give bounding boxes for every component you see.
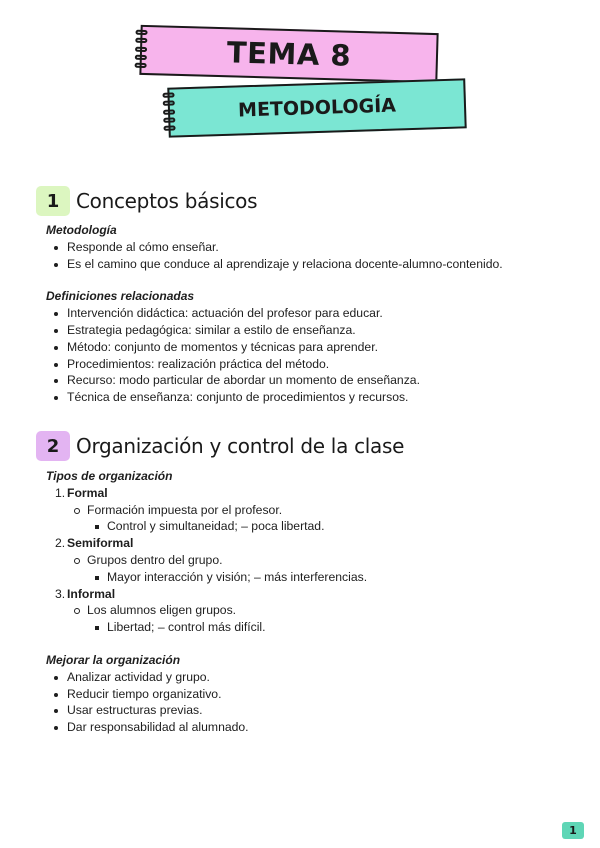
title-banner — [139, 25, 438, 83]
spiral-binding-icon — [162, 92, 177, 130]
section-title: Organización y control de la clase — [76, 434, 405, 458]
item-number: 1. — [55, 485, 66, 500]
group-heading: Metodología — [46, 223, 117, 237]
page-subtitle: METODOLOGÍA — [237, 94, 397, 122]
bullet-list — [46, 239, 503, 273]
list-item: Técnica de enseñanza: conjunto de procedimientos y recursos. — [46, 389, 503, 406]
numbered-list — [46, 485, 367, 636]
section-2-heading — [36, 431, 404, 461]
list-item — [46, 485, 367, 535]
list-item — [46, 586, 367, 636]
page-number-badge: 1 — [562, 822, 584, 839]
sub-sub-list — [87, 619, 367, 636]
list-item: Control y simultaneidad; – poca libertad. — [87, 518, 367, 535]
section-number: 2 — [36, 431, 70, 461]
sub-list — [67, 602, 367, 636]
list-item: Analizar actividad y grupo. — [46, 669, 367, 686]
section-1-heading — [36, 186, 257, 216]
item-title: Formal — [67, 485, 108, 500]
spiral-binding-icon — [135, 30, 150, 68]
list-item: Método: conjunto de momentos y técnicas para aprender. — [46, 339, 503, 356]
subtitle-banner — [167, 78, 466, 137]
sub-sub-list — [87, 569, 367, 586]
sub-list — [67, 502, 367, 536]
section-number: 1 — [36, 186, 70, 216]
bullet-list — [46, 305, 503, 406]
section-1-content — [46, 222, 503, 406]
list-item: Grupos dentro del grupo. — [87, 552, 223, 567]
list-item: Reducir tiempo organizativo. — [46, 686, 367, 703]
list-item: Recurso: modo particular de abordar un momento de enseñanza. — [46, 372, 503, 389]
list-item: Mayor interacción y visión; – más interferencias. — [87, 569, 367, 586]
list-item: Usar estructuras previas. — [46, 702, 367, 719]
group-heading: Definiciones relacionadas — [46, 289, 195, 304]
list-item — [46, 535, 367, 585]
list-item: Libertad; – control más difícil. — [87, 619, 367, 636]
list-item: Estrategia pedagógica: similar a estilo de enseñanza. — [46, 322, 503, 339]
group-heading: Mejorar la organización — [46, 652, 181, 667]
item-title: Semiformal — [67, 536, 134, 551]
item-title: Informal — [67, 586, 116, 601]
list-item: Es el camino que conduce al aprendizaje y relaciona docente-alumno-contenido. — [46, 256, 503, 273]
sub-sub-list — [87, 518, 367, 535]
item-number: 2. — [55, 536, 66, 551]
section-title: Conceptos básicos — [76, 189, 258, 213]
list-item: Formación impuesta por el profesor. — [87, 502, 283, 517]
list-item: Intervención didáctica: actuación del profesor para educar. — [46, 305, 503, 322]
sub-list — [67, 552, 367, 586]
bullet-list — [46, 669, 367, 736]
list-item: Los alumnos eligen grupos. — [87, 603, 237, 618]
list-item: Responde al cómo enseñar. — [46, 239, 503, 256]
item-number: 3. — [55, 586, 66, 601]
list-item: Dar responsabilidad al alumnado. — [46, 719, 367, 736]
group-heading: Tipos de organización — [46, 469, 173, 483]
page-title: TEMA 8 — [226, 35, 352, 73]
section-2-content — [46, 468, 367, 736]
list-item: Procedimientos: realización práctica del método. — [46, 356, 503, 373]
